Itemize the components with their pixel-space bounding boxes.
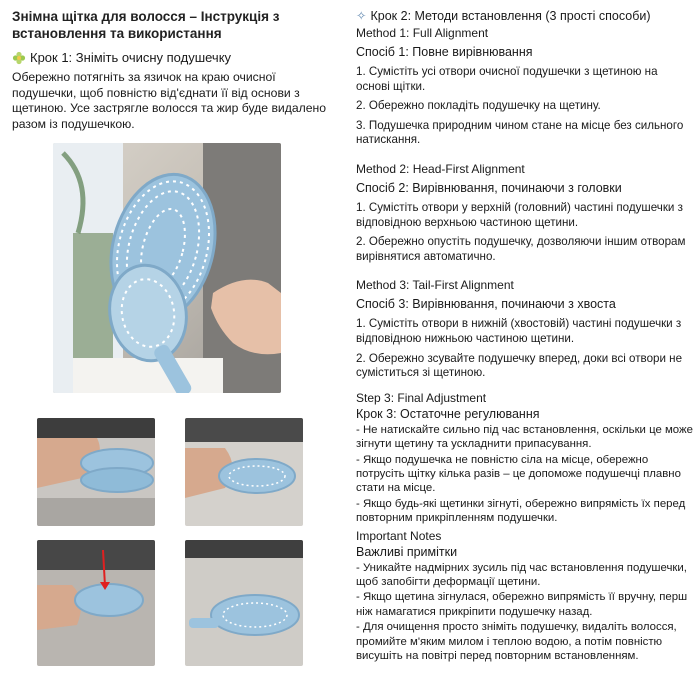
method1-item: 2. Обережно покладіть подушечку на щетину. [356, 99, 601, 113]
step-photo-2 [185, 418, 303, 526]
left-column [12, 8, 342, 132]
method2-en: Method 2: Head-First Alignment [356, 161, 525, 176]
flower-icon [12, 51, 26, 65]
notes-ua: Важливі примітки [356, 544, 458, 559]
page-title: Знімна щітка для волосся – Інструкція з встановлення та використання [12, 9, 280, 41]
method3-item: 1. Сумістіть отвори в нижній (хвостовій) частині подушечки з відповідною нижньою частиною щетини. [356, 317, 682, 345]
method3-item: 2. Обережно зсувайте подушечку вперед, доки всі отвори не суміститься зі щетиною. [356, 351, 683, 380]
main-brush-photo [53, 143, 281, 393]
method2-item: 2. Обережно опустіть подушечку, дозволяючи іншим отворам вирівнятися автоматично. [356, 235, 686, 263]
step-photo-2-illustration [185, 418, 303, 526]
method2-item: 1. Сумістіть отвори у верхній (головний) частині подушечки з відповідною верхньою частиною щетини. [356, 200, 683, 229]
step1-heading-row [12, 49, 342, 66]
right-column [356, 8, 694, 663]
method1-en: Method 1: Full Alignment [356, 26, 489, 40]
notes-en: Important Notes [356, 528, 442, 543]
step-photo-4 [185, 540, 303, 666]
step-photo-3 [37, 540, 155, 666]
sparkle-icon: ✧ [356, 9, 367, 23]
step2-heading: Крок 2: Методи встановлення (3 прості способи) [370, 9, 651, 23]
step3-item: - Якщо будь-які щетинки зігнуті, обережно випрямість їх перед повторним прикріпленням подушечки. [356, 497, 686, 525]
notes-item: - Уникайте надмірних зусиль під час встановлення подушечки, щоб запобігти деформації щетини. [356, 561, 687, 588]
step3-item: - Не натискайте сильно під час встановлення, оскільки це може зігнути щетину та ускладнити припасування. [356, 423, 693, 451]
method2-ua: Спосіб 2: Вирівнювання, починаючи з головки [356, 180, 622, 195]
method3-en: Method 3: Tail-First Alignment [356, 278, 514, 293]
step-photo-1 [37, 418, 155, 526]
step2-heading-row [356, 8, 694, 24]
step1-heading: Крок 1: Зніміть очисну подушечку [30, 50, 232, 65]
notes-item: - Для очищення просто зніміть подушечку, видаліть волосся, промийте м'яким милом і теплою водою, а потім повністю висушіть на повітрі перед повторним встановленням. [356, 621, 677, 662]
method3-ua: Спосіб 3: Вирівнювання, починаючи з хвоста [356, 297, 616, 312]
method1-item: 1. Сумістіть усі отвори очисної подушечки з щетиною на основі щітки. [356, 65, 658, 93]
step-photo-1-illustration [37, 418, 155, 526]
step3-item: - Якщо подушечка не повністю сіла на місце, обережно потрусіть щітку кілька разів – це допоможе подушечці плавно стати на місце. [356, 453, 681, 495]
method1-ua: Спосіб 1: Повне вирівнювання [356, 45, 533, 59]
step-photo-4-illustration [185, 540, 303, 666]
step1-text: Обережно потягніть за язичок на краю очисної подушечки, щоб повністю від'єднати її від основи з щетиною. Усе застрягле волосся та жир буде видалено разом із подушечкою. [12, 70, 327, 131]
notes-item: - Якщо щетина зігнулася, обережно випрямість її вручну, перш ніж намагатися прикріпити подушечку назад. [356, 591, 688, 618]
step3-en: Step 3: Final Adjustment [356, 390, 487, 405]
brush-photo-illustration [53, 143, 281, 393]
method1-item: 3. Подушечка природним чином стане на місце без сильного натискання. [356, 118, 684, 147]
step3-ua: Крок 3: Остаточне регулювання [356, 406, 540, 421]
step-photo-3-illustration [37, 540, 155, 666]
